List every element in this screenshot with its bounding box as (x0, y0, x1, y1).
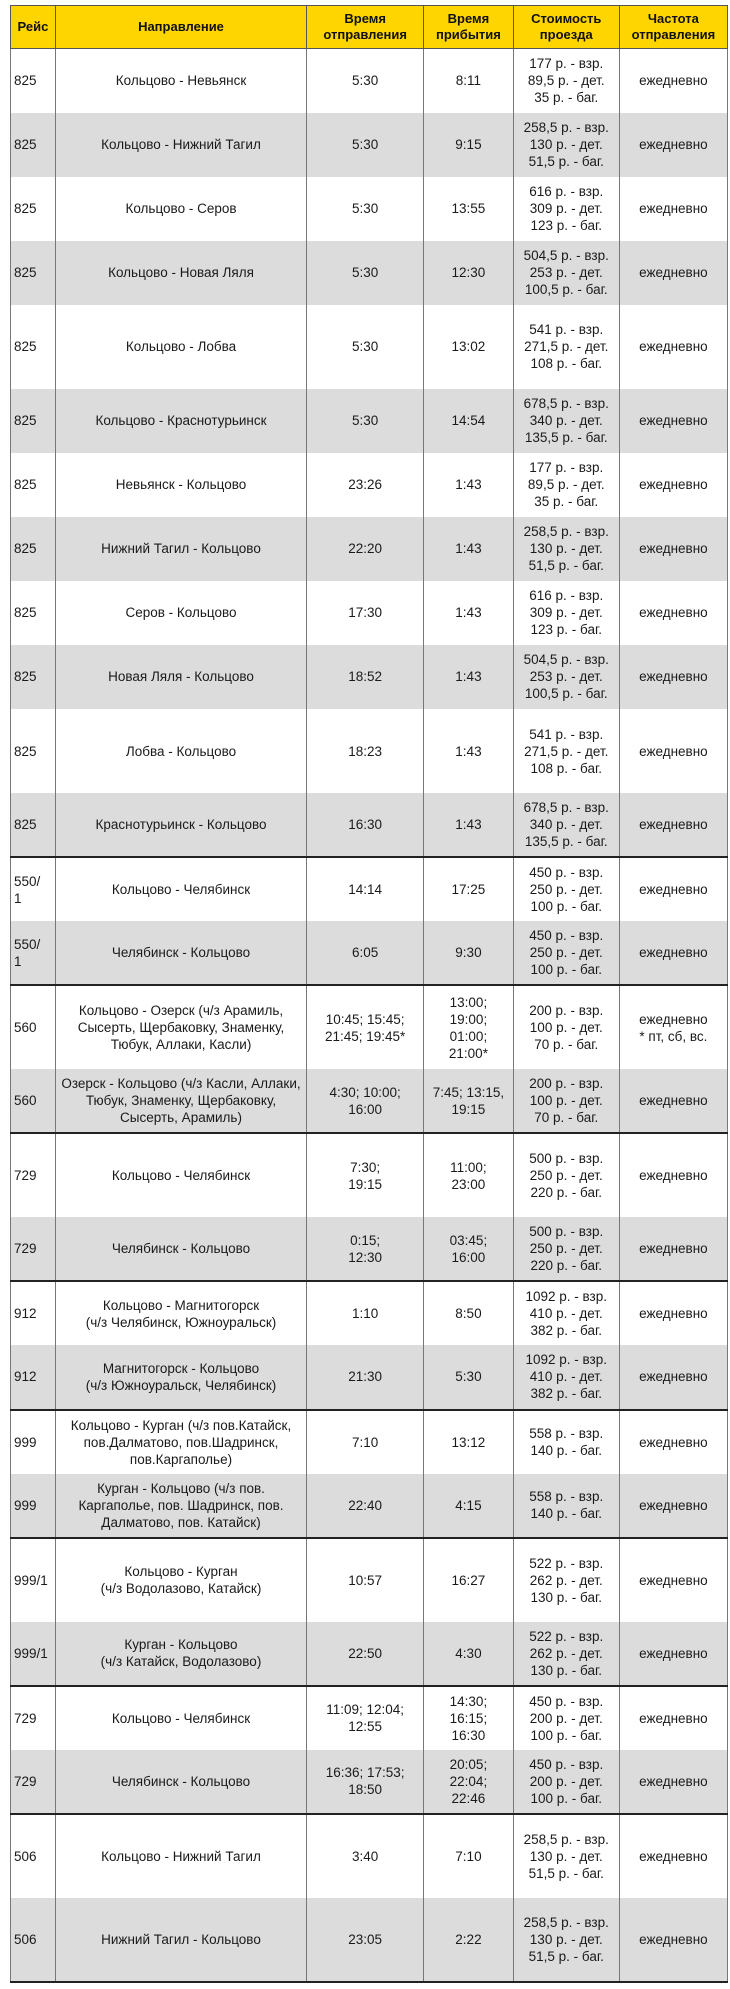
flight-cell: 825 (11, 581, 56, 645)
arrival-cell: 14:30; 16:15; 16:30 (424, 1686, 514, 1750)
flight-cell: 825 (11, 453, 56, 517)
price-cell: 450 р. - взр. 250 р. - дет. 100 р. - баг. (513, 921, 619, 985)
arrival-cell: 20:05; 22:04; 22:46 (424, 1750, 514, 1814)
frequency-cell: ежедневно (619, 453, 727, 517)
price-cell: 177 р. - взр. 89,5 р. - дет. 35 р. - баг. (513, 453, 619, 517)
flight-cell: 506 (11, 1898, 56, 1982)
price-cell: 558 р. - взр. 140 р. - баг. (513, 1474, 619, 1538)
flight-cell: 825 (11, 177, 56, 241)
route-cell: Кольцово - Челябинск (55, 1133, 306, 1217)
frequency-cell: ежедневно (619, 1133, 727, 1217)
table-row (11, 645, 728, 709)
price-cell: 450 р. - взр. 200 р. - дет. 100 р. - баг. (513, 1750, 619, 1814)
flight-cell: 825 (11, 645, 56, 709)
frequency-cell: ежедневно * пт, сб, вс. (619, 985, 727, 1069)
arrival-cell: 13:00; 19:00; 01:00; 21:00* (424, 985, 514, 1069)
frequency-cell: ежедневно (619, 113, 727, 177)
price-cell: 504,5 р. - взр. 253 р. - дет. 100,5 р. - баг. (513, 241, 619, 305)
price-cell: 1092 р. - взр. 410 р. - дет. 382 р. - баг. (513, 1345, 619, 1409)
arrival-cell: 2:22 (424, 1898, 514, 1982)
frequency-cell: ежедневно (619, 241, 727, 305)
price-cell: 616 р. - взр. 309 р. - дет. 123 р. - баг. (513, 177, 619, 241)
flight-cell: 550/ 1 (11, 857, 56, 921)
table-row (11, 709, 728, 793)
flight-cell: 825 (11, 113, 56, 177)
table-row (11, 1750, 728, 1814)
price-cell: 258,5 р. - взр. 130 р. - дет. 51,5 р. - баг. (513, 1898, 619, 1982)
flight-cell: 825 (11, 49, 56, 113)
frequency-cell: ежедневно (619, 1069, 727, 1133)
frequency-cell: ежедневно (619, 1898, 727, 1982)
route-cell: Курган - Кольцово (ч/з пов. Каргаполье, пов. Шадринск, пов. Далматово, пов. Катайск) (55, 1474, 306, 1538)
flight-cell: 825 (11, 709, 56, 793)
departure-cell: 0:15; 12:30 (307, 1217, 424, 1281)
departure-cell: 7:30; 19:15 (307, 1133, 424, 1217)
price-cell: 678,5 р. - взр. 340 р. - дет. 135,5 р. - баг. (513, 793, 619, 857)
table-row (11, 517, 728, 581)
frequency-cell: ежедневно (619, 645, 727, 709)
table-row (11, 1814, 728, 1898)
departure-cell: 5:30 (307, 305, 424, 389)
departure-cell: 4:30; 10:00; 16:00 (307, 1069, 424, 1133)
arrival-cell: 7:45; 13:15, 19:15 (424, 1069, 514, 1133)
departure-cell: 16:36; 17:53; 18:50 (307, 1750, 424, 1814)
route-cell: Серов - Кольцово (55, 581, 306, 645)
flight-cell: 999 (11, 1410, 56, 1474)
price-cell: 678,5 р. - взр. 340 р. - дет. 135,5 р. - баг. (513, 389, 619, 453)
route-cell: Озерск - Кольцово (ч/з Касли, Аллаки, Тюбук, Знаменку, Щербаковку, Сысерть, Арамиль) (55, 1069, 306, 1133)
price-cell: 541 р. - взр. 271,5 р. - дет. 108 р. - баг. (513, 305, 619, 389)
route-cell: Кольцово - Новая Ляля (55, 241, 306, 305)
table-row (11, 389, 728, 453)
flight-cell: 825 (11, 517, 56, 581)
departure-cell: 22:40 (307, 1474, 424, 1538)
departure-cell: 5:30 (307, 241, 424, 305)
frequency-cell: ежедневно (619, 1217, 727, 1281)
frequency-cell: ежедневно (619, 709, 727, 793)
table-row (11, 453, 728, 517)
departure-cell: 11:09; 12:04; 12:55 (307, 1686, 424, 1750)
route-cell: Челябинск - Кольцово (55, 1217, 306, 1281)
price-cell: 258,5 р. - взр. 130 р. - дет. 51,5 р. - баг. (513, 113, 619, 177)
table-row (11, 793, 728, 857)
flight-cell: 729 (11, 1750, 56, 1814)
route-cell: Нижний Тагил - Кольцово (55, 517, 306, 581)
flight-cell: 560 (11, 985, 56, 1069)
flight-cell: 912 (11, 1345, 56, 1409)
frequency-cell: ежедневно (619, 1814, 727, 1898)
table-row (11, 1281, 728, 1345)
departure-cell: 23:05 (307, 1898, 424, 1982)
route-cell: Кольцово - Краснотурьинск (55, 389, 306, 453)
flight-cell: 560 (11, 1069, 56, 1133)
arrival-cell: 13:02 (424, 305, 514, 389)
frequency-cell: ежедневно (619, 1750, 727, 1814)
route-cell: Краснотурьинск - Кольцово (55, 793, 306, 857)
departure-cell: 3:40 (307, 1814, 424, 1898)
arrival-cell: 1:43 (424, 645, 514, 709)
departure-cell: 23:26 (307, 453, 424, 517)
route-cell: Невьянск - Кольцово (55, 453, 306, 517)
arrival-cell: 8:50 (424, 1281, 514, 1345)
header-route: Направление (55, 6, 306, 49)
frequency-cell: ежедневно (619, 1345, 727, 1409)
arrival-cell: 11:00; 23:00 (424, 1133, 514, 1217)
arrival-cell: 9:15 (424, 113, 514, 177)
flight-cell: 729 (11, 1686, 56, 1750)
flight-cell: 825 (11, 241, 56, 305)
route-cell: Кольцово - Лобва (55, 305, 306, 389)
departure-cell: 6:05 (307, 921, 424, 985)
frequency-cell: ежедневно (619, 1410, 727, 1474)
price-cell: 500 р. - взр. 250 р. - дет. 220 р. - баг. (513, 1217, 619, 1281)
arrival-cell: 4:15 (424, 1474, 514, 1538)
frequency-cell: ежедневно (619, 921, 727, 985)
table-row (11, 177, 728, 241)
departure-cell: 17:30 (307, 581, 424, 645)
frequency-cell: ежедневно (619, 1538, 727, 1622)
table-row (11, 1217, 728, 1281)
frequency-cell: ежедневно (619, 389, 727, 453)
arrival-cell: 12:30 (424, 241, 514, 305)
frequency-cell: ежедневно (619, 1281, 727, 1345)
arrival-cell: 16:27 (424, 1538, 514, 1622)
arrival-cell: 13:55 (424, 177, 514, 241)
frequency-cell: ежедневно (619, 517, 727, 581)
arrival-cell: 13:12 (424, 1410, 514, 1474)
frequency-cell: ежедневно (619, 1474, 727, 1538)
departure-cell: 10:57 (307, 1538, 424, 1622)
price-cell: 258,5 р. - взр. 130 р. - дет. 51,5 р. - баг. (513, 1814, 619, 1898)
frequency-cell: ежедневно (619, 581, 727, 645)
arrival-cell: 4:30 (424, 1622, 514, 1686)
flight-cell: 506 (11, 1814, 56, 1898)
header-row (11, 6, 728, 49)
flight-cell: 550/ 1 (11, 921, 56, 985)
arrival-cell: 1:43 (424, 709, 514, 793)
flight-cell: 729 (11, 1217, 56, 1281)
departure-cell: 5:30 (307, 389, 424, 453)
frequency-cell: ежедневно (619, 305, 727, 389)
flight-cell: 999 (11, 1474, 56, 1538)
table-row (11, 857, 728, 921)
price-cell: 500 р. - взр. 250 р. - дет. 220 р. - баг. (513, 1133, 619, 1217)
price-cell: 522 р. - взр. 262 р. - дет. 130 р. - баг. (513, 1622, 619, 1686)
header-price: Стоимость проезда (513, 6, 619, 49)
price-cell: 558 р. - взр. 140 р. - баг. (513, 1410, 619, 1474)
header-flight: Рейс (11, 6, 56, 49)
arrival-cell: 03:45; 16:00 (424, 1217, 514, 1281)
price-cell: 177 р. - взр. 89,5 р. - дет. 35 р. - баг. (513, 49, 619, 113)
flight-cell: 825 (11, 793, 56, 857)
table-row (11, 305, 728, 389)
route-cell: Кольцово - Курган (ч/з Водолазово, Катайск) (55, 1538, 306, 1622)
frequency-cell: ежедневно (619, 793, 727, 857)
table-row (11, 1686, 728, 1750)
departure-cell: 22:20 (307, 517, 424, 581)
header-arrival: Время прибытия (424, 6, 514, 49)
price-cell: 616 р. - взр. 309 р. - дет. 123 р. - баг. (513, 581, 619, 645)
route-cell: Курган - Кольцово (ч/з Катайск, Водолазово) (55, 1622, 306, 1686)
arrival-cell: 5:30 (424, 1345, 514, 1409)
header-departure: Время отправления (307, 6, 424, 49)
flight-cell: 729 (11, 1133, 56, 1217)
table-row (11, 1069, 728, 1133)
price-cell: 200 р. - взр. 100 р. - дет. 70 р. - баг. (513, 1069, 619, 1133)
departure-cell: 22:50 (307, 1622, 424, 1686)
departure-cell: 18:52 (307, 645, 424, 709)
route-cell: Кольцово - Серов (55, 177, 306, 241)
route-cell: Нижний Тагил - Кольцово (55, 1898, 306, 1982)
price-cell: 541 р. - взр. 271,5 р. - дет. 108 р. - баг. (513, 709, 619, 793)
bus-schedule-table (10, 5, 728, 1983)
flight-cell: 999/1 (11, 1622, 56, 1686)
departure-cell: 10:45; 15:45; 21:45; 19:45* (307, 985, 424, 1069)
frequency-cell: ежедневно (619, 177, 727, 241)
arrival-cell: 14:54 (424, 389, 514, 453)
departure-cell: 7:10 (307, 1410, 424, 1474)
route-cell: Лобва - Кольцово (55, 709, 306, 793)
table-row (11, 1538, 728, 1622)
arrival-cell: 1:43 (424, 517, 514, 581)
departure-cell: 21:30 (307, 1345, 424, 1409)
table-row (11, 1474, 728, 1538)
table-row (11, 581, 728, 645)
price-cell: 450 р. - взр. 200 р. - дет. 100 р. - баг. (513, 1686, 619, 1750)
frequency-cell: ежедневно (619, 1686, 727, 1750)
header-frequency: Частота отправления (619, 6, 727, 49)
departure-cell: 5:30 (307, 49, 424, 113)
price-cell: 450 р. - взр. 250 р. - дет. 100 р. - баг. (513, 857, 619, 921)
route-cell: Новая Ляля - Кольцово (55, 645, 306, 709)
price-cell: 1092 р. - взр. 410 р. - дет. 382 р. - баг. (513, 1281, 619, 1345)
price-cell: 522 р. - взр. 262 р. - дет. 130 р. - баг. (513, 1538, 619, 1622)
route-cell: Кольцово - Нижний Тагил (55, 1814, 306, 1898)
arrival-cell: 7:10 (424, 1814, 514, 1898)
table-row (11, 1898, 728, 1982)
flight-cell: 999/1 (11, 1538, 56, 1622)
arrival-cell: 1:43 (424, 793, 514, 857)
table-row (11, 921, 728, 985)
arrival-cell: 9:30 (424, 921, 514, 985)
route-cell: Кольцово - Челябинск (55, 857, 306, 921)
table-row (11, 49, 728, 113)
arrival-cell: 17:25 (424, 857, 514, 921)
arrival-cell: 1:43 (424, 581, 514, 645)
route-cell: Магнитогорск - Кольцово (ч/з Южноуральск, Челябинск) (55, 1345, 306, 1409)
flight-cell: 825 (11, 305, 56, 389)
table-row (11, 1133, 728, 1217)
departure-cell: 18:23 (307, 709, 424, 793)
table-row (11, 1345, 728, 1409)
route-cell: Кольцово - Нижний Тагил (55, 113, 306, 177)
flight-cell: 912 (11, 1281, 56, 1345)
price-cell: 200 р. - взр. 100 р. - дет. 70 р. - баг. (513, 985, 619, 1069)
route-cell: Кольцово - Озерск (ч/з Арамиль, Сысерть, Щербаковку, Знаменку, Тюбук, Аллаки, Касли) (55, 985, 306, 1069)
price-cell: 504,5 р. - взр. 253 р. - дет. 100,5 р. - баг. (513, 645, 619, 709)
table-row (11, 241, 728, 305)
flight-cell: 825 (11, 389, 56, 453)
departure-cell: 1:10 (307, 1281, 424, 1345)
arrival-cell: 8:11 (424, 49, 514, 113)
frequency-cell: ежедневно (619, 857, 727, 921)
frequency-cell: ежедневно (619, 49, 727, 113)
departure-cell: 5:30 (307, 177, 424, 241)
departure-cell: 14:14 (307, 857, 424, 921)
route-cell: Кольцово - Невьянск (55, 49, 306, 113)
route-cell: Кольцово - Курган (ч/з пов.Катайск, пов.Далматово, пов.Шадринск, пов.Каргаполье) (55, 1410, 306, 1474)
arrival-cell: 1:43 (424, 453, 514, 517)
price-cell: 258,5 р. - взр. 130 р. - дет. 51,5 р. - баг. (513, 517, 619, 581)
table-row (11, 113, 728, 177)
departure-cell: 16:30 (307, 793, 424, 857)
route-cell: Кольцово - Магнитогорск (ч/з Челябинск, Южноуральск) (55, 1281, 306, 1345)
table-row (11, 985, 728, 1069)
frequency-cell: ежедневно (619, 1622, 727, 1686)
table-row (11, 1622, 728, 1686)
route-cell: Челябинск - Кольцово (55, 1750, 306, 1814)
route-cell: Челябинск - Кольцово (55, 921, 306, 985)
departure-cell: 5:30 (307, 113, 424, 177)
table-row (11, 1410, 728, 1474)
route-cell: Кольцово - Челябинск (55, 1686, 306, 1750)
